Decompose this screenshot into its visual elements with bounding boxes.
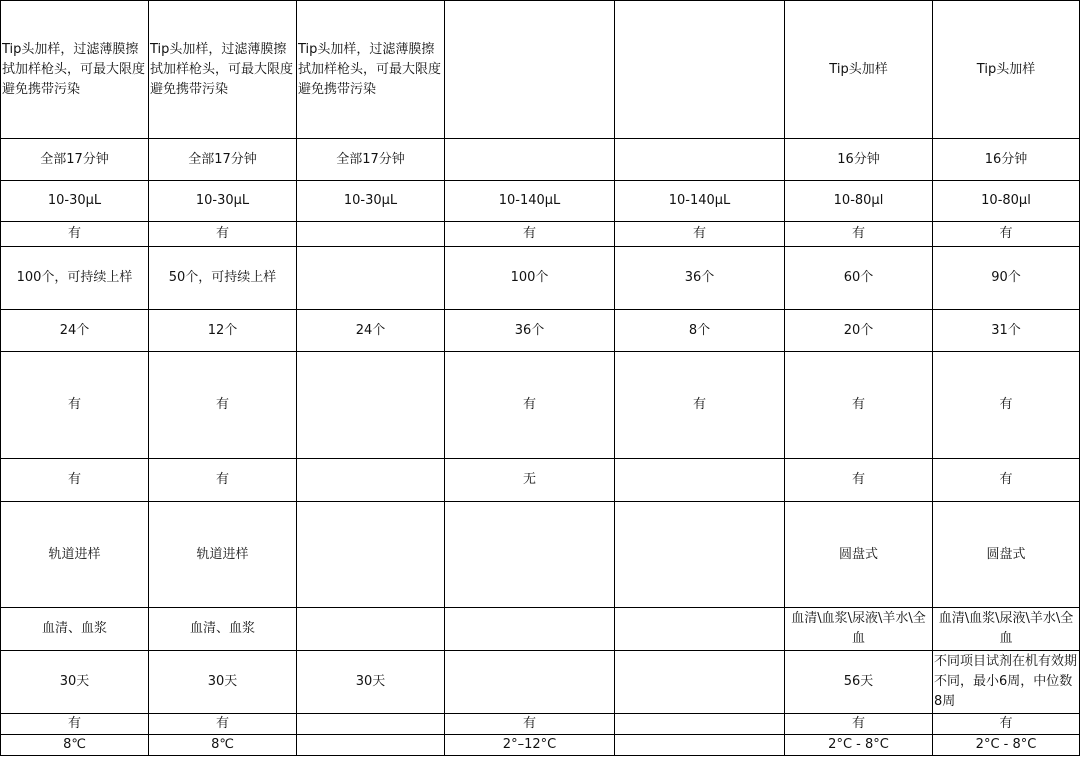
table-row — [1, 181, 1080, 222]
table-cell — [615, 608, 785, 651]
table-cell: 100个，可持续上样 — [1, 247, 149, 310]
table-cell — [615, 651, 785, 714]
table-cell: 有 — [933, 222, 1080, 247]
table-cell — [445, 139, 615, 181]
table-row — [1, 352, 1080, 459]
table-cell: 全部17分钟 — [1, 139, 149, 181]
table-row — [1, 608, 1080, 651]
table-cell: 50个，可持续上样 — [149, 247, 297, 310]
table-cell: 36个 — [445, 310, 615, 352]
table-cell: 2°C - 8°C — [933, 735, 1080, 756]
table-cell: 36个 — [615, 247, 785, 310]
table-cell: 10-30μL — [149, 181, 297, 222]
table-cell: 有 — [1, 222, 149, 247]
table-cell: Tip头加样，过滤薄膜擦拭加样枪头，可最大限度避免携带污染 — [1, 1, 149, 139]
table-cell: 圆盘式 — [785, 502, 933, 608]
table-row — [1, 310, 1080, 352]
table-cell — [615, 735, 785, 756]
table-cell: 10-80μl — [933, 181, 1080, 222]
table-row — [1, 247, 1080, 310]
table-cell: 无 — [445, 459, 615, 502]
table-cell — [445, 1, 615, 139]
table-cell: 有 — [1, 352, 149, 459]
table-cell: 12个 — [149, 310, 297, 352]
table-cell: 30天 — [1, 651, 149, 714]
table-cell: 有 — [445, 714, 615, 735]
table-cell: 有 — [785, 222, 933, 247]
table-cell: 56天 — [785, 651, 933, 714]
table-cell: 10-140μL — [615, 181, 785, 222]
table-cell: 16分钟 — [785, 139, 933, 181]
table-cell: Tip头加样，过滤薄膜擦拭加样枪头，可最大限度避免携带污染 — [149, 1, 297, 139]
table-cell: 2°C - 8°C — [785, 735, 933, 756]
table-cell: 轨道进样 — [149, 502, 297, 608]
table-cell — [297, 459, 445, 502]
table-row — [1, 139, 1080, 181]
table-cell: 31个 — [933, 310, 1080, 352]
table-cell — [445, 502, 615, 608]
table-row — [1, 502, 1080, 608]
table-cell: 有 — [785, 352, 933, 459]
table-cell — [445, 608, 615, 651]
table-cell: 血清\血浆\尿液\羊水\全血 — [933, 608, 1080, 651]
table-cell: 有 — [1, 714, 149, 735]
table-cell — [615, 1, 785, 139]
table-row — [1, 459, 1080, 502]
table-cell: 有 — [149, 714, 297, 735]
table-cell: 24个 — [297, 310, 445, 352]
table-cell: 90个 — [933, 247, 1080, 310]
table-cell: 24个 — [1, 310, 149, 352]
table-cell — [445, 651, 615, 714]
table-cell: 有 — [445, 352, 615, 459]
table-cell: 圆盘式 — [933, 502, 1080, 608]
table-cell: 有 — [149, 459, 297, 502]
table-cell: 不同项目试剂在机有效期不同，最小6周，中位数8周 — [933, 651, 1080, 714]
table-cell: 8℃ — [149, 735, 297, 756]
table-row — [1, 1, 1080, 139]
table-cell: 8个 — [615, 310, 785, 352]
table-cell — [297, 714, 445, 735]
table-cell: 有 — [149, 352, 297, 459]
table-cell: Tip头加样 — [785, 1, 933, 139]
table-cell: 有 — [785, 714, 933, 735]
table-cell: 60个 — [785, 247, 933, 310]
table-cell: 10-30μL — [1, 181, 149, 222]
table-cell: 血清、血浆 — [149, 608, 297, 651]
table-row — [1, 714, 1080, 735]
table-cell: 有 — [445, 222, 615, 247]
table-row — [1, 222, 1080, 247]
table-cell: 血清\血浆\尿液\羊水\全血 — [785, 608, 933, 651]
table-cell: 30天 — [297, 651, 445, 714]
table-cell — [297, 352, 445, 459]
table-cell — [615, 502, 785, 608]
table-cell: Tip头加样 — [933, 1, 1080, 139]
table-cell — [297, 222, 445, 247]
table-cell: 16分钟 — [933, 139, 1080, 181]
table-cell: 2°–12°C — [445, 735, 615, 756]
table-cell: 有 — [615, 222, 785, 247]
table-cell: 100个 — [445, 247, 615, 310]
table-cell: 有 — [149, 222, 297, 247]
table-cell: 血清、血浆 — [1, 608, 149, 651]
table-cell: 有 — [933, 459, 1080, 502]
table-cell: 全部17分钟 — [297, 139, 445, 181]
table-cell — [615, 459, 785, 502]
table-cell — [615, 139, 785, 181]
table-cell: 10-30μL — [297, 181, 445, 222]
table-cell: Tip头加样，过滤薄膜擦拭加样枪头，可最大限度避免携带污染 — [297, 1, 445, 139]
table-cell: 10-140μL — [445, 181, 615, 222]
table-cell — [297, 502, 445, 608]
table-cell — [615, 714, 785, 735]
table-cell: 有 — [785, 459, 933, 502]
table-cell: 10-80μl — [785, 181, 933, 222]
table-cell: 有 — [933, 352, 1080, 459]
table-cell: 20个 — [785, 310, 933, 352]
table-cell — [297, 735, 445, 756]
table-cell — [297, 608, 445, 651]
table-cell: 30天 — [149, 651, 297, 714]
table-cell: 有 — [933, 714, 1080, 735]
table-cell: 有 — [1, 459, 149, 502]
table-row — [1, 651, 1080, 714]
table-cell: 有 — [615, 352, 785, 459]
table-cell — [297, 247, 445, 310]
table-cell: 轨道进样 — [1, 502, 149, 608]
table-row — [1, 735, 1080, 756]
table-cell: 8℃ — [1, 735, 149, 756]
table-cell: 全部17分钟 — [149, 139, 297, 181]
